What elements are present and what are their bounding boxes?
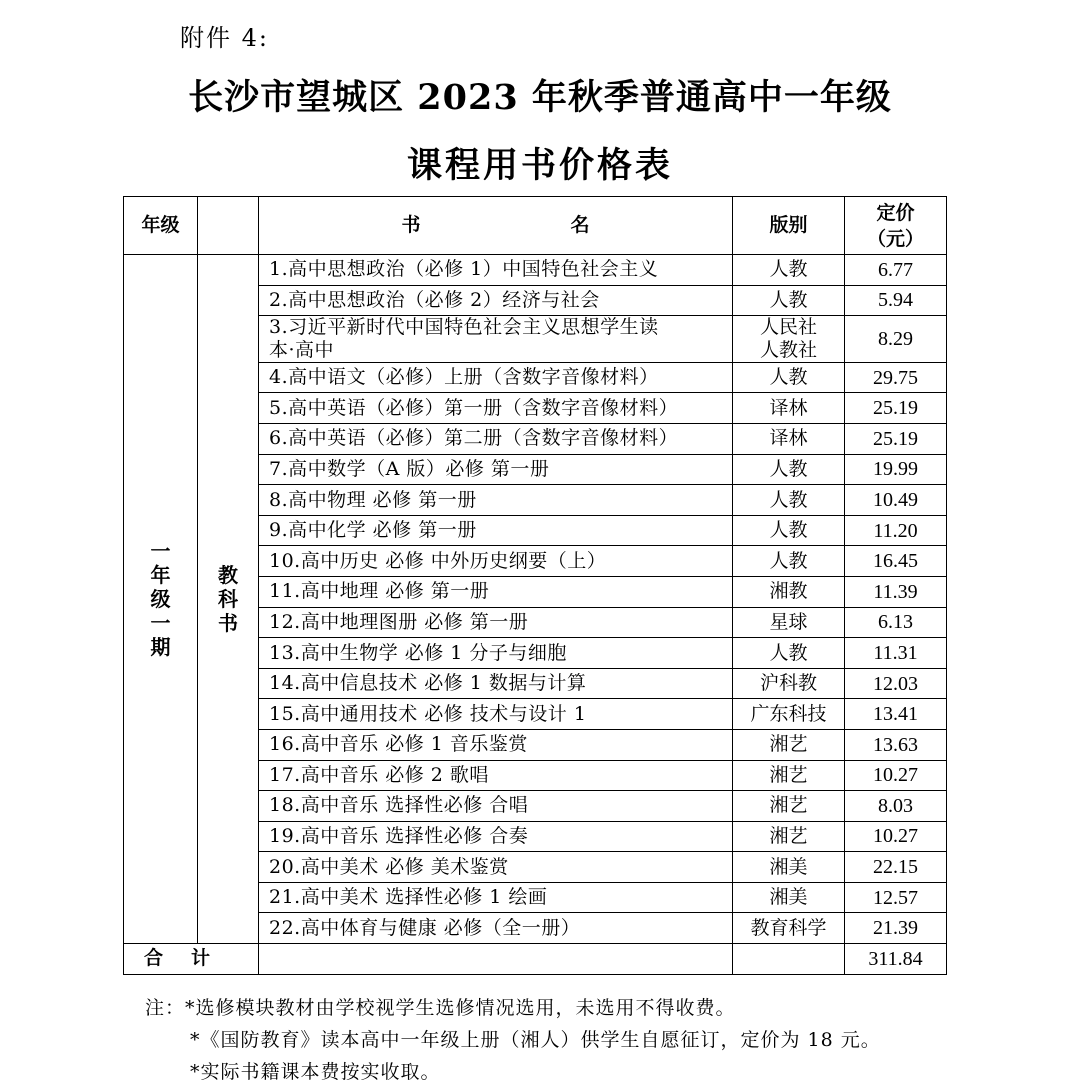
book-name: 4.高中语文（必修）上册（含数字音像材料） xyxy=(259,362,733,393)
book-name: 2.高中思想政治（必修 2）经济与社会 xyxy=(259,285,733,316)
book-name-line2: 本·高中 xyxy=(269,338,335,361)
category-char: 科 xyxy=(218,587,238,612)
book-name: 9.高中化学 必修 第一册 xyxy=(259,515,733,546)
table-row xyxy=(124,255,947,286)
book-edition: 湘美 xyxy=(733,882,845,913)
book-price: 12.57 xyxy=(845,882,947,913)
book-price: 13.63 xyxy=(845,729,947,760)
book-price: 22.15 xyxy=(845,852,947,883)
book-name: 18.高中音乐 选择性必修 合唱 xyxy=(259,791,733,822)
note-line-1: 注：*选修模块教材由学校视学生选修情况选用，未选用不得收费。 xyxy=(145,997,736,1019)
total-empty-edition xyxy=(733,944,845,975)
book-name: 12.高中地理图册 必修 第一册 xyxy=(259,607,733,638)
category-cell xyxy=(198,255,259,944)
book-name xyxy=(259,316,733,363)
book-name: 19.高中音乐 选择性必修 合奏 xyxy=(259,821,733,852)
book-edition: 人教 xyxy=(733,285,845,316)
book-edition-line1: 人民社 xyxy=(759,316,817,339)
page-title-line2: 课程用书价格表 xyxy=(406,145,673,186)
book-name: 10.高中历史 必修 中外历史纲要（上） xyxy=(259,546,733,577)
attachment-label: 附件 4: xyxy=(180,24,269,52)
book-price: 16.45 xyxy=(845,546,947,577)
book-edition: 人教 xyxy=(733,638,845,669)
header-price xyxy=(845,197,947,255)
grade-char: 级 xyxy=(150,587,171,612)
book-edition: 教育科学 xyxy=(733,913,845,944)
book-price: 11.39 xyxy=(845,576,947,607)
note-line-3: *实际书籍课本费按实收取。 xyxy=(190,1061,441,1083)
book-price: 11.20 xyxy=(845,515,947,546)
total-row xyxy=(124,944,947,975)
book-edition: 人教 xyxy=(733,546,845,577)
book-edition-line2: 人教社 xyxy=(759,338,817,361)
book-name: 6.高中英语（必修）第二册（含数字音像材料） xyxy=(259,423,733,454)
book-price: 12.03 xyxy=(845,668,947,699)
category-char: 书 xyxy=(218,611,238,636)
book-price: 25.19 xyxy=(845,393,947,424)
book-price: 6.77 xyxy=(845,255,947,286)
header-price-line1: 定价 xyxy=(876,201,915,224)
header-category xyxy=(198,197,259,255)
book-price: 8.03 xyxy=(845,791,947,822)
total-value: 311.84 xyxy=(845,944,947,975)
book-price: 25.19 xyxy=(845,423,947,454)
book-edition: 湘美 xyxy=(733,852,845,883)
book-price: 6.13 xyxy=(845,607,947,638)
book-edition: 人教 xyxy=(733,255,845,286)
book-name-line1: 3.习近平新时代中国特色社会主义思想学生读 xyxy=(269,316,659,339)
book-name: 16.高中音乐 必修 1 音乐鉴赏 xyxy=(259,729,733,760)
book-name: 22.高中体育与健康 必修（全一册） xyxy=(259,913,733,944)
grade-char: 年 xyxy=(150,563,171,588)
book-edition: 湘艺 xyxy=(733,821,845,852)
book-price: 29.75 xyxy=(845,362,947,393)
price-table xyxy=(123,196,947,975)
book-name: 8.高中物理 必修 第一册 xyxy=(259,485,733,516)
book-edition: 湘艺 xyxy=(733,729,845,760)
book-edition: 湘艺 xyxy=(733,760,845,791)
book-name: 1.高中思想政治（必修 1）中国特色社会主义 xyxy=(259,255,733,286)
book-edition: 广东科技 xyxy=(733,699,845,730)
header-name-left: 书 xyxy=(401,214,421,237)
book-price: 11.31 xyxy=(845,638,947,669)
book-edition: 沪科教 xyxy=(733,668,845,699)
book-edition: 人教 xyxy=(733,485,845,516)
header-edition: 版别 xyxy=(733,197,845,255)
category-char: 教 xyxy=(218,563,238,588)
grade-char: 一 xyxy=(150,539,171,564)
grade-cell xyxy=(124,255,198,944)
book-edition: 星球 xyxy=(733,607,845,638)
book-price: 5.94 xyxy=(845,285,947,316)
notes xyxy=(145,992,881,1088)
header-grade: 年级 xyxy=(124,197,198,255)
book-price: 21.39 xyxy=(845,913,947,944)
book-name: 15.高中通用技术 必修 技术与设计 1 xyxy=(259,699,733,730)
book-price: 19.99 xyxy=(845,454,947,485)
book-edition: 湘艺 xyxy=(733,791,845,822)
book-edition xyxy=(733,316,845,363)
book-name: 7.高中数学（A 版）必修 第一册 xyxy=(259,454,733,485)
header-price-line2: （元） xyxy=(866,227,924,250)
header-book-name xyxy=(259,197,733,255)
book-price: 10.27 xyxy=(845,821,947,852)
book-edition: 人教 xyxy=(733,515,845,546)
book-name: 20.高中美术 必修 美术鉴赏 xyxy=(259,852,733,883)
grade-char: 期 xyxy=(150,635,171,660)
page-title-line1: 长沙市望城区 2023 年秋季普通高中一年级 xyxy=(188,77,892,118)
book-price: 8.29 xyxy=(845,316,947,363)
book-edition: 译林 xyxy=(733,423,845,454)
book-name: 14.高中信息技术 必修 1 数据与计算 xyxy=(259,668,733,699)
book-name: 13.高中生物学 必修 1 分子与细胞 xyxy=(259,638,733,669)
total-label: 合计 xyxy=(124,944,259,975)
book-name: 5.高中英语（必修）第一册（含数字音像材料） xyxy=(259,393,733,424)
grade-char: 一 xyxy=(150,611,171,636)
book-price: 10.49 xyxy=(845,485,947,516)
note-line-2: *《国防教育》读本高中一年级上册（湘人）供学生自愿征订，定价为 18 元。 xyxy=(190,1029,881,1051)
table-header-row xyxy=(124,197,947,255)
book-edition: 译林 xyxy=(733,393,845,424)
total-empty-name xyxy=(259,944,733,975)
header-name-right: 名 xyxy=(570,214,590,237)
book-edition: 人教 xyxy=(733,454,845,485)
book-edition: 湘教 xyxy=(733,576,845,607)
book-price: 13.41 xyxy=(845,699,947,730)
book-edition: 人教 xyxy=(733,362,845,393)
book-name: 21.高中美术 选择性必修 1 绘画 xyxy=(259,882,733,913)
book-price: 10.27 xyxy=(845,760,947,791)
book-name: 17.高中音乐 必修 2 歌唱 xyxy=(259,760,733,791)
book-name: 11.高中地理 必修 第一册 xyxy=(259,576,733,607)
